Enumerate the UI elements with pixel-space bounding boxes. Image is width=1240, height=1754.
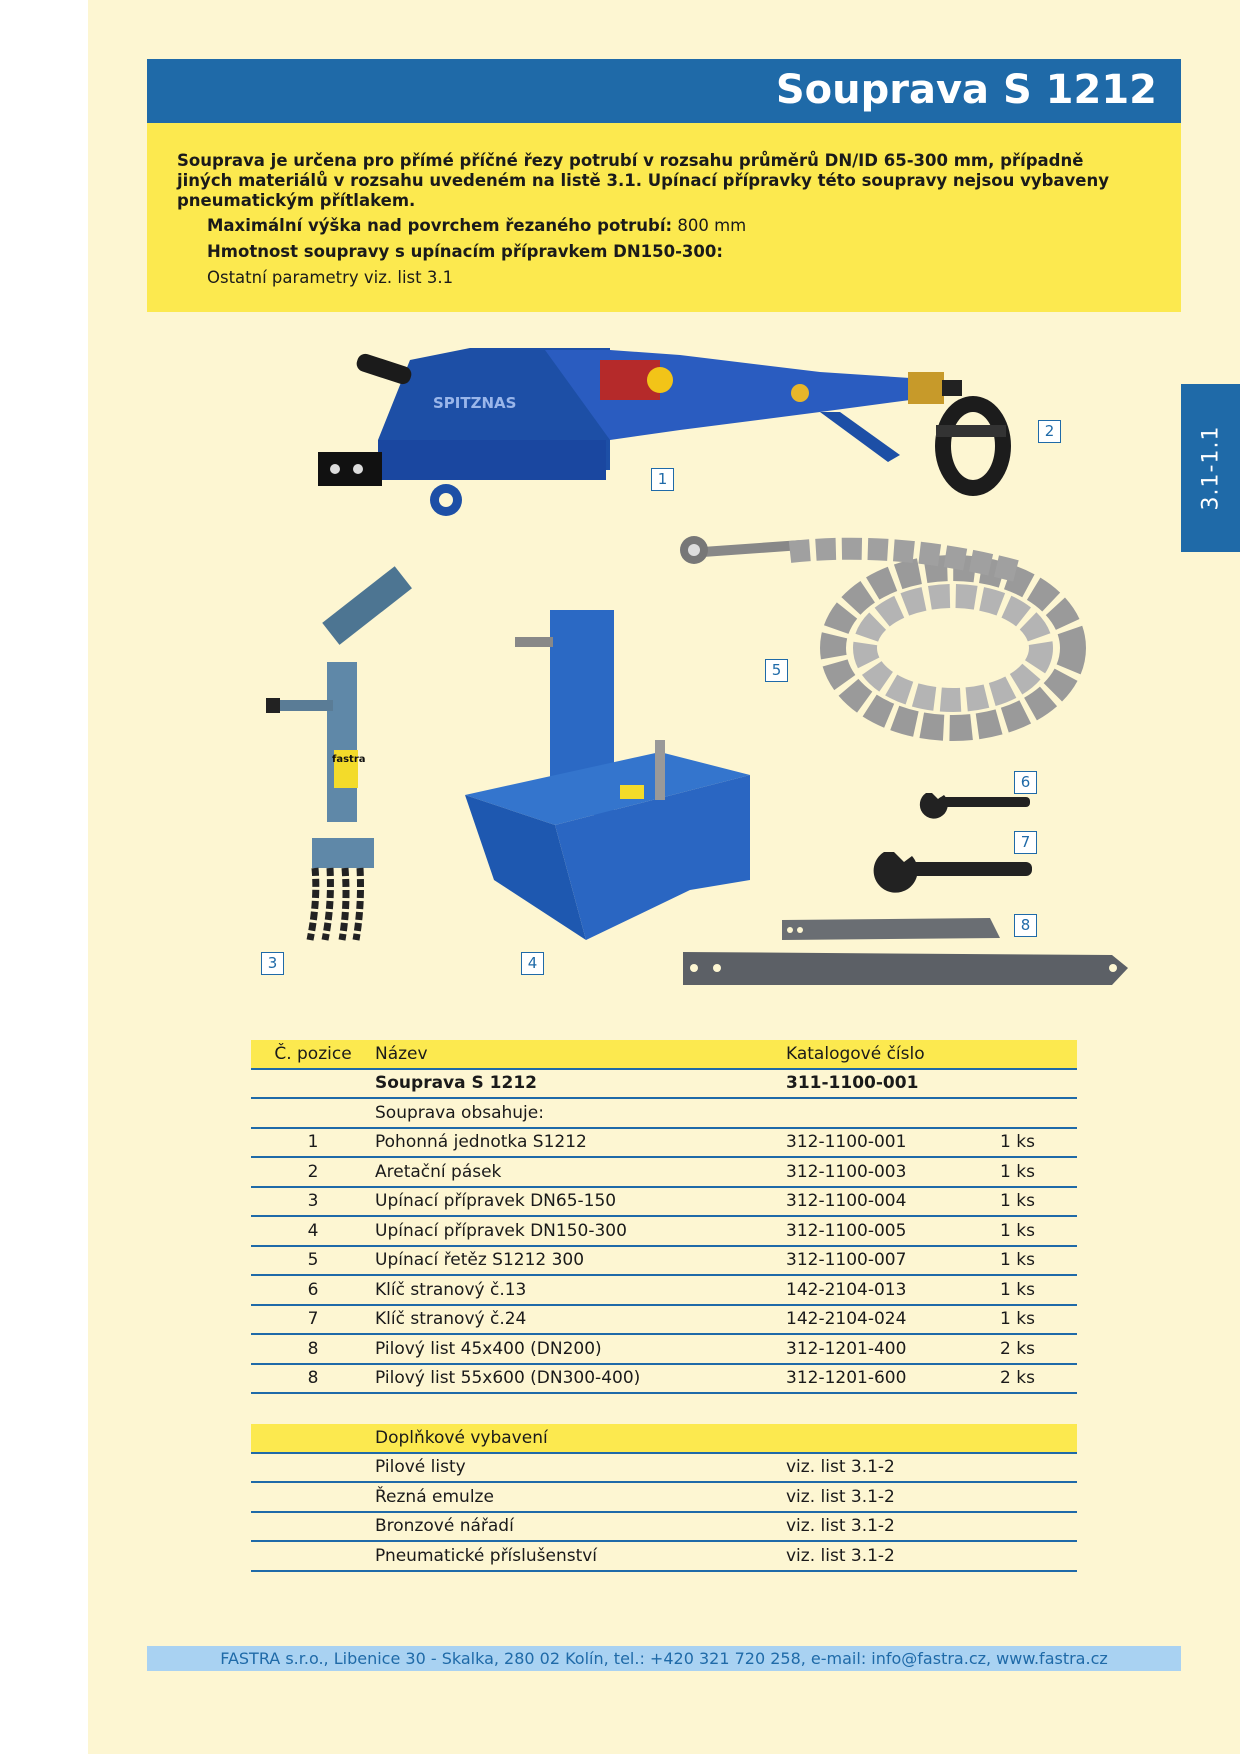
accessory-row: [251, 1541, 1077, 1571]
accessory-name: Pneumatické příslušenství: [375, 1541, 786, 1571]
page-title: Souprava S 1212: [775, 67, 1157, 113]
callout-2: 2: [1038, 420, 1061, 443]
row-qty: 1 ks: [1000, 1128, 1077, 1158]
callout-5: 5: [765, 659, 788, 682]
tool-brand-text: SPITZNAS: [433, 394, 517, 412]
saw-blades-image: [683, 918, 1128, 985]
accessory-ref: viz. list 3.1-2: [786, 1512, 1000, 1542]
row-qty: 1 ks: [1000, 1187, 1077, 1217]
row-qty: 1 ks: [1000, 1305, 1077, 1335]
table-row: [251, 1305, 1077, 1335]
strap-image: [935, 396, 1011, 496]
row-name: Upínací řetěz S1212 300: [375, 1246, 786, 1276]
chain-image: [680, 536, 1073, 728]
footer: [147, 1646, 1181, 1671]
table-row: [251, 1216, 1077, 1246]
set-row: [251, 1069, 1077, 1099]
clamp-dn65-image: [266, 566, 412, 940]
clamp-label-text: fastra: [332, 754, 366, 765]
row-position: 1: [251, 1128, 375, 1158]
intro-lead: Souprava je určena pro přímé příčné řezy potrubí v rozsahu průměrů DN/ID 65-300 mm, případně jiných materiálů v rozsahu uvedeném na listě 3.1. Upínací přípravky této soupravy nejsou vybaveny pneumatickým přítlakem.: [177, 151, 1110, 210]
callout-8: 8: [1014, 914, 1037, 937]
table-row: [251, 1275, 1077, 1305]
max-height-label: Maximální výška nad povrchem řezaného potrubí:: [207, 216, 673, 235]
col-header-catalog: Katalogové číslo: [786, 1040, 1000, 1069]
row-catalog: 312-1100-007: [786, 1246, 1000, 1276]
accessories-table: [251, 1424, 1077, 1572]
row-position: 7: [251, 1305, 375, 1335]
row-catalog: 312-1100-004: [786, 1187, 1000, 1217]
row-position: 3: [251, 1187, 375, 1217]
callout-1: 1: [651, 468, 674, 491]
row-catalog: 312-1201-400: [786, 1334, 1000, 1364]
table-row: [251, 1364, 1077, 1394]
row-name: Pilový list 55x600 (DN300-400): [375, 1364, 786, 1394]
drive-unit-image: [318, 348, 962, 516]
parts-table: [251, 1040, 1077, 1394]
callout-4: 4: [521, 952, 544, 975]
set-name: Souprava S 1212: [375, 1069, 786, 1099]
table-row: [251, 1334, 1077, 1364]
row-qty: 1 ks: [1000, 1246, 1077, 1276]
row-name: Upínací přípravek DN65-150: [375, 1187, 786, 1217]
row-position: 8: [251, 1334, 375, 1364]
accessory-ref: viz. list 3.1-2: [786, 1453, 1000, 1483]
row-qty: 1 ks: [1000, 1157, 1077, 1187]
row-qty: 1 ks: [1000, 1275, 1077, 1305]
contains-row: [251, 1098, 1077, 1128]
accessory-name: Řezná emulze: [375, 1482, 786, 1512]
row-name: Upínací přípravek DN150-300: [375, 1216, 786, 1246]
row-name: Aretační pásek: [375, 1157, 786, 1187]
row-catalog: 312-1100-003: [786, 1157, 1000, 1187]
accessory-row: [251, 1482, 1077, 1512]
row-name: Klíč stranový č.13: [375, 1275, 786, 1305]
row-catalog: 312-1100-005: [786, 1216, 1000, 1246]
accessories-header-row: [251, 1424, 1077, 1453]
footer-contact: FASTRA s.r.o., Libenice 30 - Skalka, 280 02 Kolín, tel.: +420 321 720 258, e-mail: info@fastra.cz, www.fastra.cz: [220, 1649, 1108, 1668]
table-row: [251, 1187, 1077, 1217]
accessory-row: [251, 1453, 1077, 1483]
max-height-value: 800 mm: [677, 216, 747, 235]
contains-label: Souprava obsahuje:: [375, 1098, 786, 1128]
row-position: 6: [251, 1275, 375, 1305]
row-name: Klíč stranový č.24: [375, 1305, 786, 1335]
callout-7: 7: [1014, 831, 1037, 854]
row-catalog: 142-2104-024: [786, 1305, 1000, 1335]
row-qty: 1 ks: [1000, 1216, 1077, 1246]
callout-3: 3: [261, 952, 284, 975]
other-params: Ostatní parametry viz. list 3.1: [207, 268, 454, 287]
row-position: 2: [251, 1157, 375, 1187]
col-header-position: Č. pozice: [251, 1040, 375, 1069]
row-catalog: 312-1201-600: [786, 1364, 1000, 1394]
accessories-heading: Doplňkové vybavení: [375, 1424, 786, 1453]
accessory-ref: viz. list 3.1-2: [786, 1482, 1000, 1512]
side-tab-label: 3.1-1.1: [1198, 425, 1223, 511]
weight-label: Hmotnost soupravy s upínacím přípravkem DN150-300:: [207, 242, 723, 261]
row-catalog: 312-1100-001: [786, 1128, 1000, 1158]
row-position: 8: [251, 1364, 375, 1394]
col-header-name: Název: [375, 1040, 786, 1069]
accessory-row: [251, 1512, 1077, 1542]
accessory-name: Pilové listy: [375, 1453, 786, 1483]
set-catalog: 311-1100-001: [786, 1069, 1000, 1099]
row-name: Pohonná jednotka S1212: [375, 1128, 786, 1158]
row-catalog: 142-2104-013: [786, 1275, 1000, 1305]
accessory-name: Bronzové nářadí: [375, 1512, 786, 1542]
accessory-ref: viz. list 3.1-2: [786, 1541, 1000, 1571]
table-row: [251, 1246, 1077, 1276]
table-header-row: [251, 1040, 1077, 1069]
callout-6: 6: [1014, 771, 1037, 794]
row-position: 5: [251, 1246, 375, 1276]
row-position: 4: [251, 1216, 375, 1246]
clamp-dn150-image: [465, 610, 750, 940]
row-qty: 2 ks: [1000, 1334, 1077, 1364]
row-qty: 2 ks: [1000, 1364, 1077, 1394]
row-name: Pilový list 45x400 (DN200): [375, 1334, 786, 1364]
table-row: [251, 1128, 1077, 1158]
wrench-24-image: [874, 852, 1032, 893]
table-row: [251, 1157, 1077, 1187]
wrench-13-image: [920, 793, 1030, 819]
